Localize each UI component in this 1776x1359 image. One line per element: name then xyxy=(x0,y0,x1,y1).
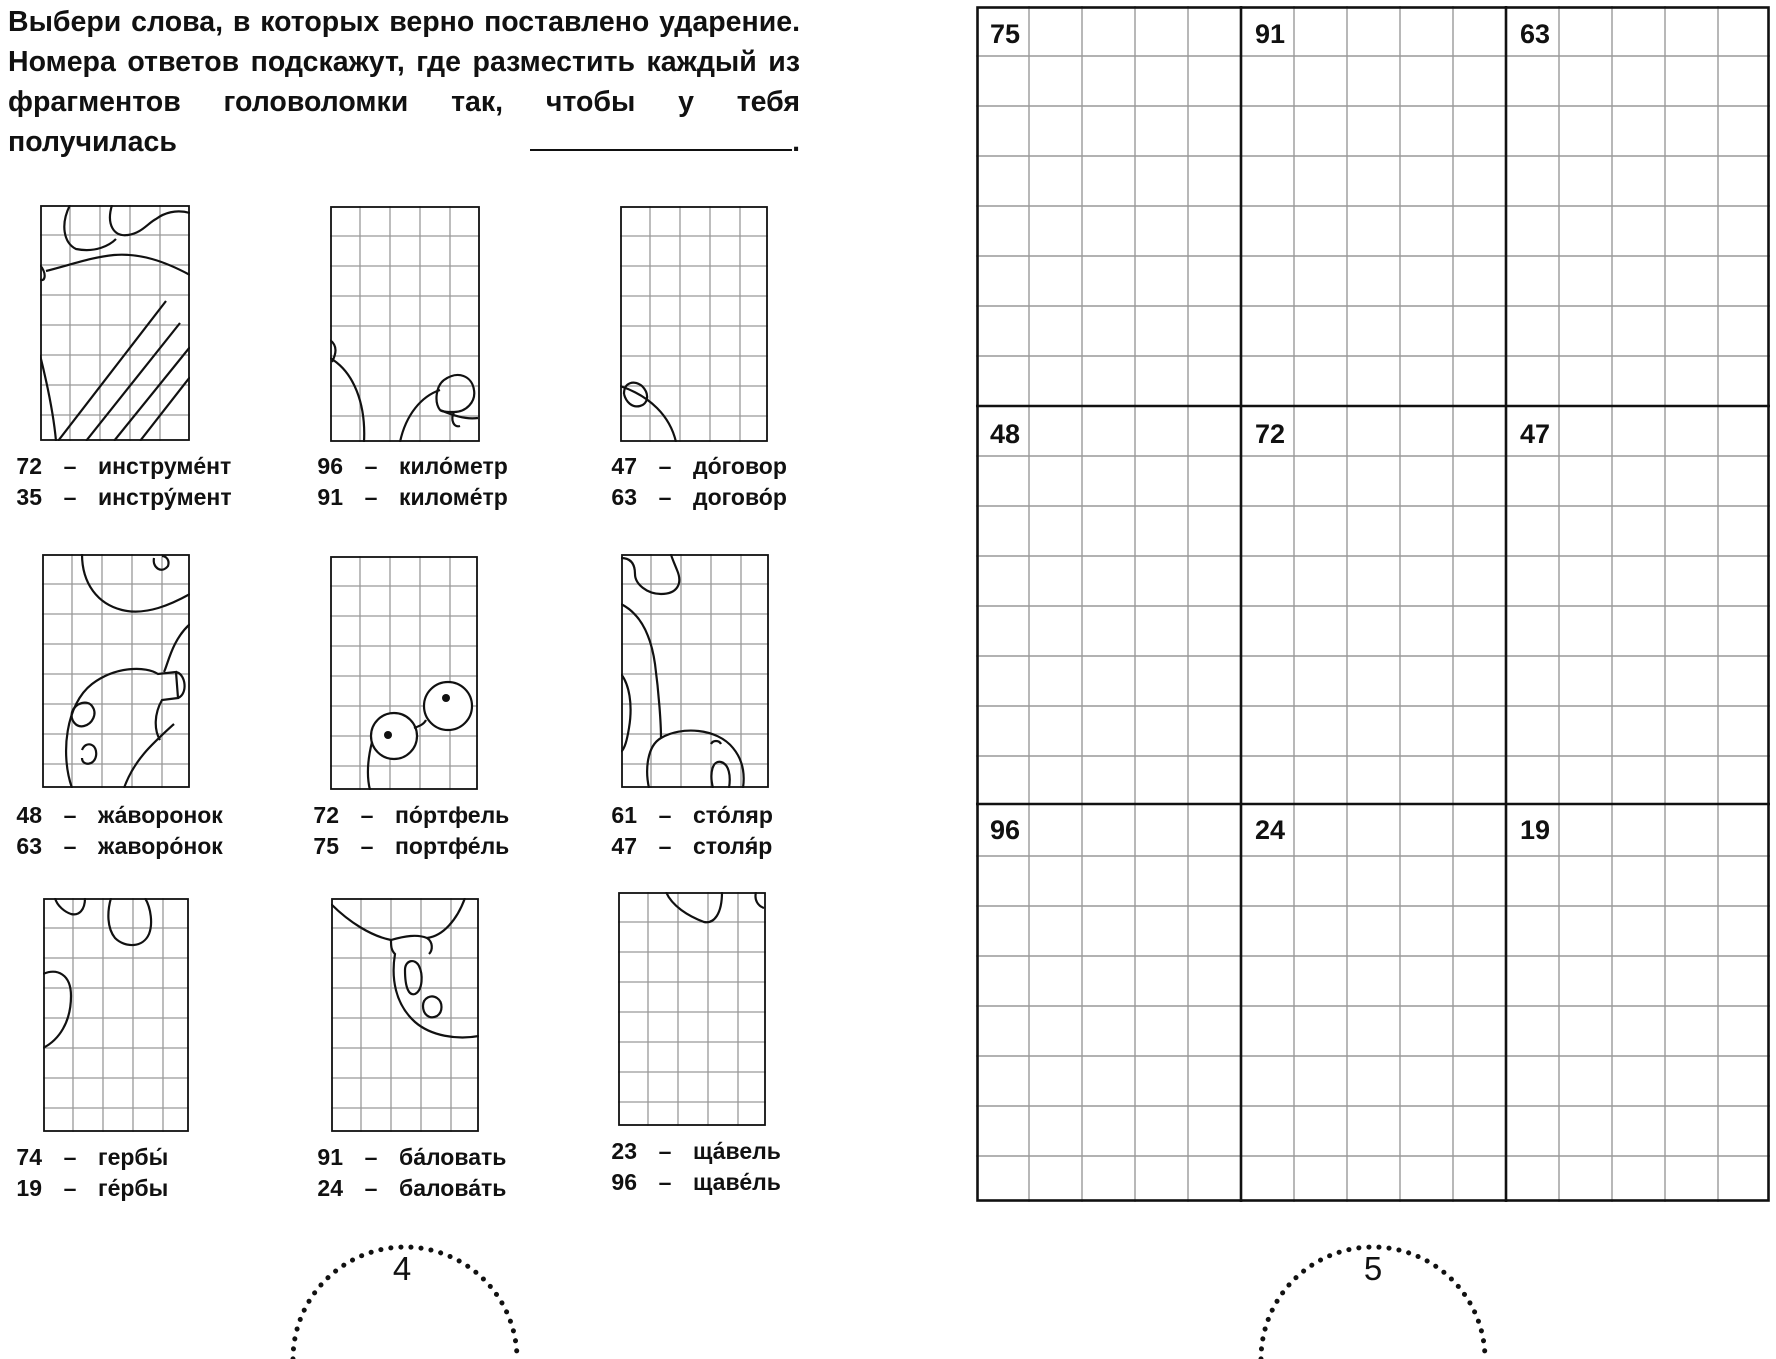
grid-cell-number: 96 xyxy=(990,815,1021,845)
option-word: ге́рбы xyxy=(98,1175,169,1201)
piece-option: 48 – жа́воронок xyxy=(8,800,223,831)
piece-drawing xyxy=(40,205,190,441)
piece-option: 75 – портфе́ль xyxy=(305,831,509,862)
piece-drawing xyxy=(618,892,766,1126)
option-number: 47 xyxy=(611,453,637,479)
grid-cell-number: 75 xyxy=(990,19,1021,49)
option-number: 91 xyxy=(317,1144,343,1170)
piece-option: 24 – балова́ть xyxy=(309,1173,506,1204)
piece-drawing xyxy=(330,556,478,790)
option-word: инструме́нт xyxy=(98,453,232,479)
assembly-grid xyxy=(976,6,1772,1206)
piece-option: 96 – щаве́ль xyxy=(603,1167,781,1198)
option-number: 63 xyxy=(611,484,637,510)
grid-cell-number: 72 xyxy=(1255,419,1286,449)
piece-option: 72 – по́ртфель xyxy=(305,800,509,831)
piece-option: 74 – гербы́ xyxy=(8,1142,168,1173)
piece-drawing xyxy=(620,206,768,442)
option-number: 61 xyxy=(611,802,637,828)
piece-option: 63 – догово́р xyxy=(603,482,787,513)
option-number: 19 xyxy=(16,1175,42,1201)
option-word: портфе́ль xyxy=(395,833,510,859)
instruction-text: Выбери слова, в которых верно поставлено ударение. Номера ответов подскажут, где разместить каждый из фрагментов головоломки так, чтобы у тебя получилась xyxy=(8,6,800,158)
puzzle-piece xyxy=(40,205,190,441)
piece-option: 47 – до́говор xyxy=(603,451,787,482)
piece-option: 61 – сто́ляр xyxy=(603,800,773,831)
option-word: кило́метр xyxy=(399,453,508,479)
option-word: ба́ловать xyxy=(399,1144,507,1170)
piece-option: 19 – ге́рбы xyxy=(8,1173,168,1204)
piece-drawing xyxy=(331,898,479,1132)
puzzle-piece xyxy=(330,556,478,790)
option-word: инстру́мент xyxy=(98,484,232,510)
option-word: балова́ть xyxy=(399,1175,507,1201)
piece-option: 96 – кило́метр xyxy=(309,451,508,482)
grid-cell-number: 48 xyxy=(990,419,1021,449)
option-word: ща́вель xyxy=(693,1138,781,1164)
option-word: столя́р xyxy=(693,833,773,859)
option-word: щаве́ль xyxy=(693,1169,781,1195)
piece-option: 91 – киломе́тр xyxy=(309,482,508,513)
piece-option: 35 – инстру́мент xyxy=(8,482,232,513)
piece-drawing xyxy=(330,206,480,442)
option-word: гербы́ xyxy=(98,1144,169,1170)
option-number: 23 xyxy=(611,1138,637,1164)
option-number: 75 xyxy=(313,833,339,859)
option-number: 35 xyxy=(16,484,42,510)
grid-cell-number: 19 xyxy=(1520,815,1551,845)
piece-option: 72 – инструме́нт xyxy=(8,451,231,482)
option-word: жа́воронок xyxy=(98,802,223,828)
option-number: 91 xyxy=(317,484,343,510)
page-number-left: 4 xyxy=(392,1250,412,1287)
option-number: 63 xyxy=(16,833,42,859)
option-number: 72 xyxy=(313,802,339,828)
piece-drawing xyxy=(42,554,190,788)
grid-cell-number: 91 xyxy=(1255,19,1286,49)
piece-option: 63 – жаворо́нок xyxy=(8,831,223,862)
puzzle-piece xyxy=(43,898,189,1132)
answer-blank xyxy=(530,127,792,151)
task-instruction xyxy=(8,2,800,162)
puzzle-piece xyxy=(618,892,766,1126)
option-word: киломе́тр xyxy=(399,484,508,510)
piece-option: 47 – столя́р xyxy=(603,831,772,862)
option-word: до́говор xyxy=(693,453,787,479)
puzzle-piece xyxy=(42,554,190,788)
option-word: по́ртфель xyxy=(395,802,510,828)
option-word: жаворо́нок xyxy=(98,833,223,859)
piece-drawing xyxy=(43,898,189,1132)
option-number: 96 xyxy=(317,453,343,479)
instruction-end: . xyxy=(792,126,800,158)
option-number: 74 xyxy=(16,1144,42,1170)
grid-cell-number: 47 xyxy=(1520,419,1551,449)
puzzle-piece xyxy=(620,206,768,442)
grid-cell-number: 24 xyxy=(1255,815,1286,845)
option-number: 47 xyxy=(611,833,637,859)
puzzle-piece xyxy=(331,898,479,1132)
piece-drawing xyxy=(621,554,769,788)
option-number: 72 xyxy=(16,453,42,479)
page-number-right: 5 xyxy=(1363,1250,1383,1287)
option-word: сто́ляр xyxy=(693,802,773,828)
piece-option: 23 – ща́вель xyxy=(603,1136,781,1167)
option-number: 24 xyxy=(317,1175,343,1201)
option-number: 96 xyxy=(611,1169,637,1195)
puzzle-piece xyxy=(621,554,769,788)
puzzle-piece xyxy=(330,206,480,442)
option-word: догово́р xyxy=(693,484,787,510)
piece-option: 91 – ба́ловать xyxy=(309,1142,506,1173)
grid-cell-number: 63 xyxy=(1520,19,1551,49)
option-number: 48 xyxy=(16,802,42,828)
